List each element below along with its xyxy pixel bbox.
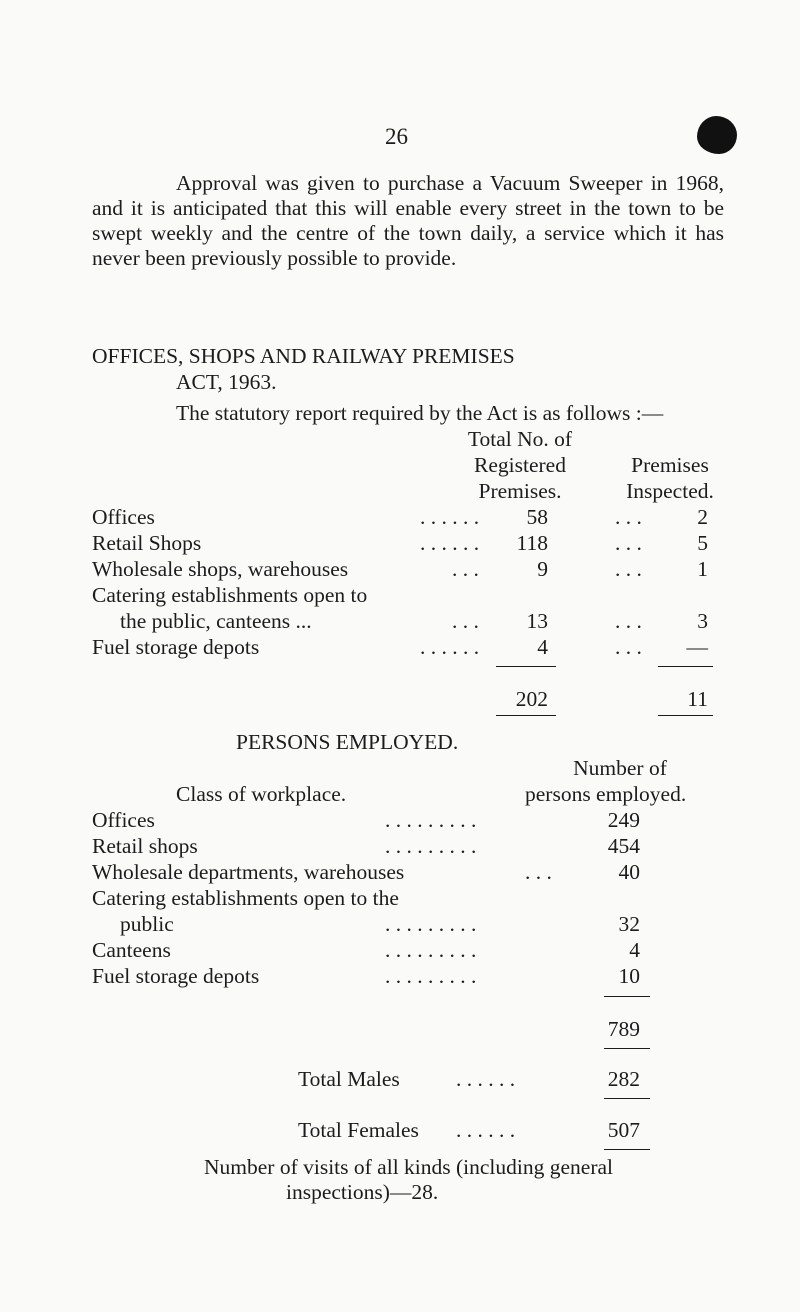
class-label: Retail shops <box>92 834 198 858</box>
registered-value: 13 <box>526 609 548 633</box>
premises-label: Wholesale shops, warehouses <box>92 557 349 581</box>
registered-value: 118 <box>516 531 548 555</box>
leader-dots: . . . <box>615 505 642 529</box>
total-registered: 202 <box>515 687 548 711</box>
registered-header-1: Total No. of <box>467 427 573 451</box>
persons-value: 454 <box>607 834 640 858</box>
registered-value: 9 <box>537 557 548 581</box>
registered-header-2: Registered <box>474 453 566 477</box>
ink-blot <box>697 116 737 154</box>
class-label: Offices <box>92 808 155 832</box>
page-number: 26 <box>385 124 408 149</box>
total-females-label: Total Females <box>298 1118 419 1142</box>
persons-header-1: Number of <box>573 756 667 780</box>
inspected-header-1: Premises <box>631 453 709 477</box>
rule <box>604 1149 650 1150</box>
leader-dots: . . . <box>615 557 642 581</box>
registered-header-3: Premises. <box>478 479 562 503</box>
leader-dots: . . . . . . . . . <box>385 938 477 962</box>
leader-dots: . . . . . . <box>420 505 480 529</box>
leader-dots: . . . <box>615 635 642 659</box>
leader-dots: . . . <box>452 609 479 633</box>
statutory-intro: The statutory report required by the Act is as follows :— <box>176 401 664 425</box>
rule <box>604 1098 650 1099</box>
class-label: Catering establishments open to the <box>92 886 399 910</box>
section-title-line2: ACT, 1963. <box>176 370 277 394</box>
total-males-label: Total Males <box>298 1067 400 1091</box>
premises-label: the public, canteens ... <box>120 609 312 633</box>
total-males-value: 282 <box>607 1067 640 1091</box>
leader-dots: . . . <box>452 557 479 581</box>
class-label: Canteens <box>92 938 171 962</box>
persons-value: 32 <box>618 912 640 936</box>
persons-value: 10 <box>618 964 640 988</box>
inspected-value: 5 <box>697 531 708 555</box>
inspected-value: 2 <box>697 505 708 529</box>
premises-label: Retail Shops <box>92 531 202 555</box>
leader-dots: . . . <box>615 609 642 633</box>
class-label: Fuel storage depots <box>92 964 260 988</box>
leader-dots: . . . . . . . . . <box>385 912 477 936</box>
persons-title: PERSONS EMPLOYED. <box>236 730 459 754</box>
class-header: Class of workplace. <box>176 782 347 806</box>
registered-value: 4 <box>537 635 548 659</box>
inspected-header-2: Inspected. <box>626 479 714 503</box>
leader-dots: . . . <box>615 531 642 555</box>
persons-total: 789 <box>607 1017 640 1041</box>
leader-dots: . . . . . . <box>420 635 480 659</box>
persons-value: 4 <box>629 938 640 962</box>
class-label: Wholesale departments, warehouses <box>92 860 405 884</box>
section-title-line1: OFFICES, SHOPS AND RAILWAY PREMISES <box>92 344 515 368</box>
leader-dots: . . . . . . <box>456 1067 516 1091</box>
leader-dots: . . . . . . . . . <box>385 964 477 988</box>
registered-value: 58 <box>526 505 548 529</box>
premises-label: Offices <box>92 505 155 529</box>
rule <box>658 715 713 716</box>
visits-line2: inspections)—28. <box>286 1180 439 1204</box>
rule <box>658 666 713 667</box>
intro-paragraph: Approval was given to purchase a Vacuum Sweeper in 1968, and it is anticipated that this will enable every street in the town to be swept weekly and the centre of the town daily, a service which it has never been previously possible to provide. <box>92 171 724 270</box>
leader-dots: . . . . . . <box>420 531 480 555</box>
leader-dots: . . . . . . . . . <box>385 834 477 858</box>
inspected-value: 3 <box>697 609 708 633</box>
persons-header-2: persons employed. <box>525 782 687 806</box>
total-females-value: 507 <box>607 1118 640 1142</box>
persons-value: 249 <box>607 808 640 832</box>
total-inspected: 11 <box>687 687 708 711</box>
premises-label: Catering establishments open to <box>92 583 368 607</box>
persons-value: 40 <box>618 860 640 884</box>
inspected-value: 1 <box>697 557 708 581</box>
rule <box>604 1048 650 1049</box>
inspected-value: — <box>686 635 708 659</box>
visits-line1: Number of visits of all kinds (including general <box>204 1155 614 1179</box>
leader-dots: . . . <box>525 860 552 884</box>
rule <box>604 996 650 997</box>
leader-dots: . . . . . . <box>456 1118 516 1142</box>
class-label: public <box>120 912 174 936</box>
leader-dots: . . . . . . . . . <box>385 808 477 832</box>
rule <box>496 715 556 716</box>
rule <box>496 666 556 667</box>
premises-label: Fuel storage depots <box>92 635 260 659</box>
